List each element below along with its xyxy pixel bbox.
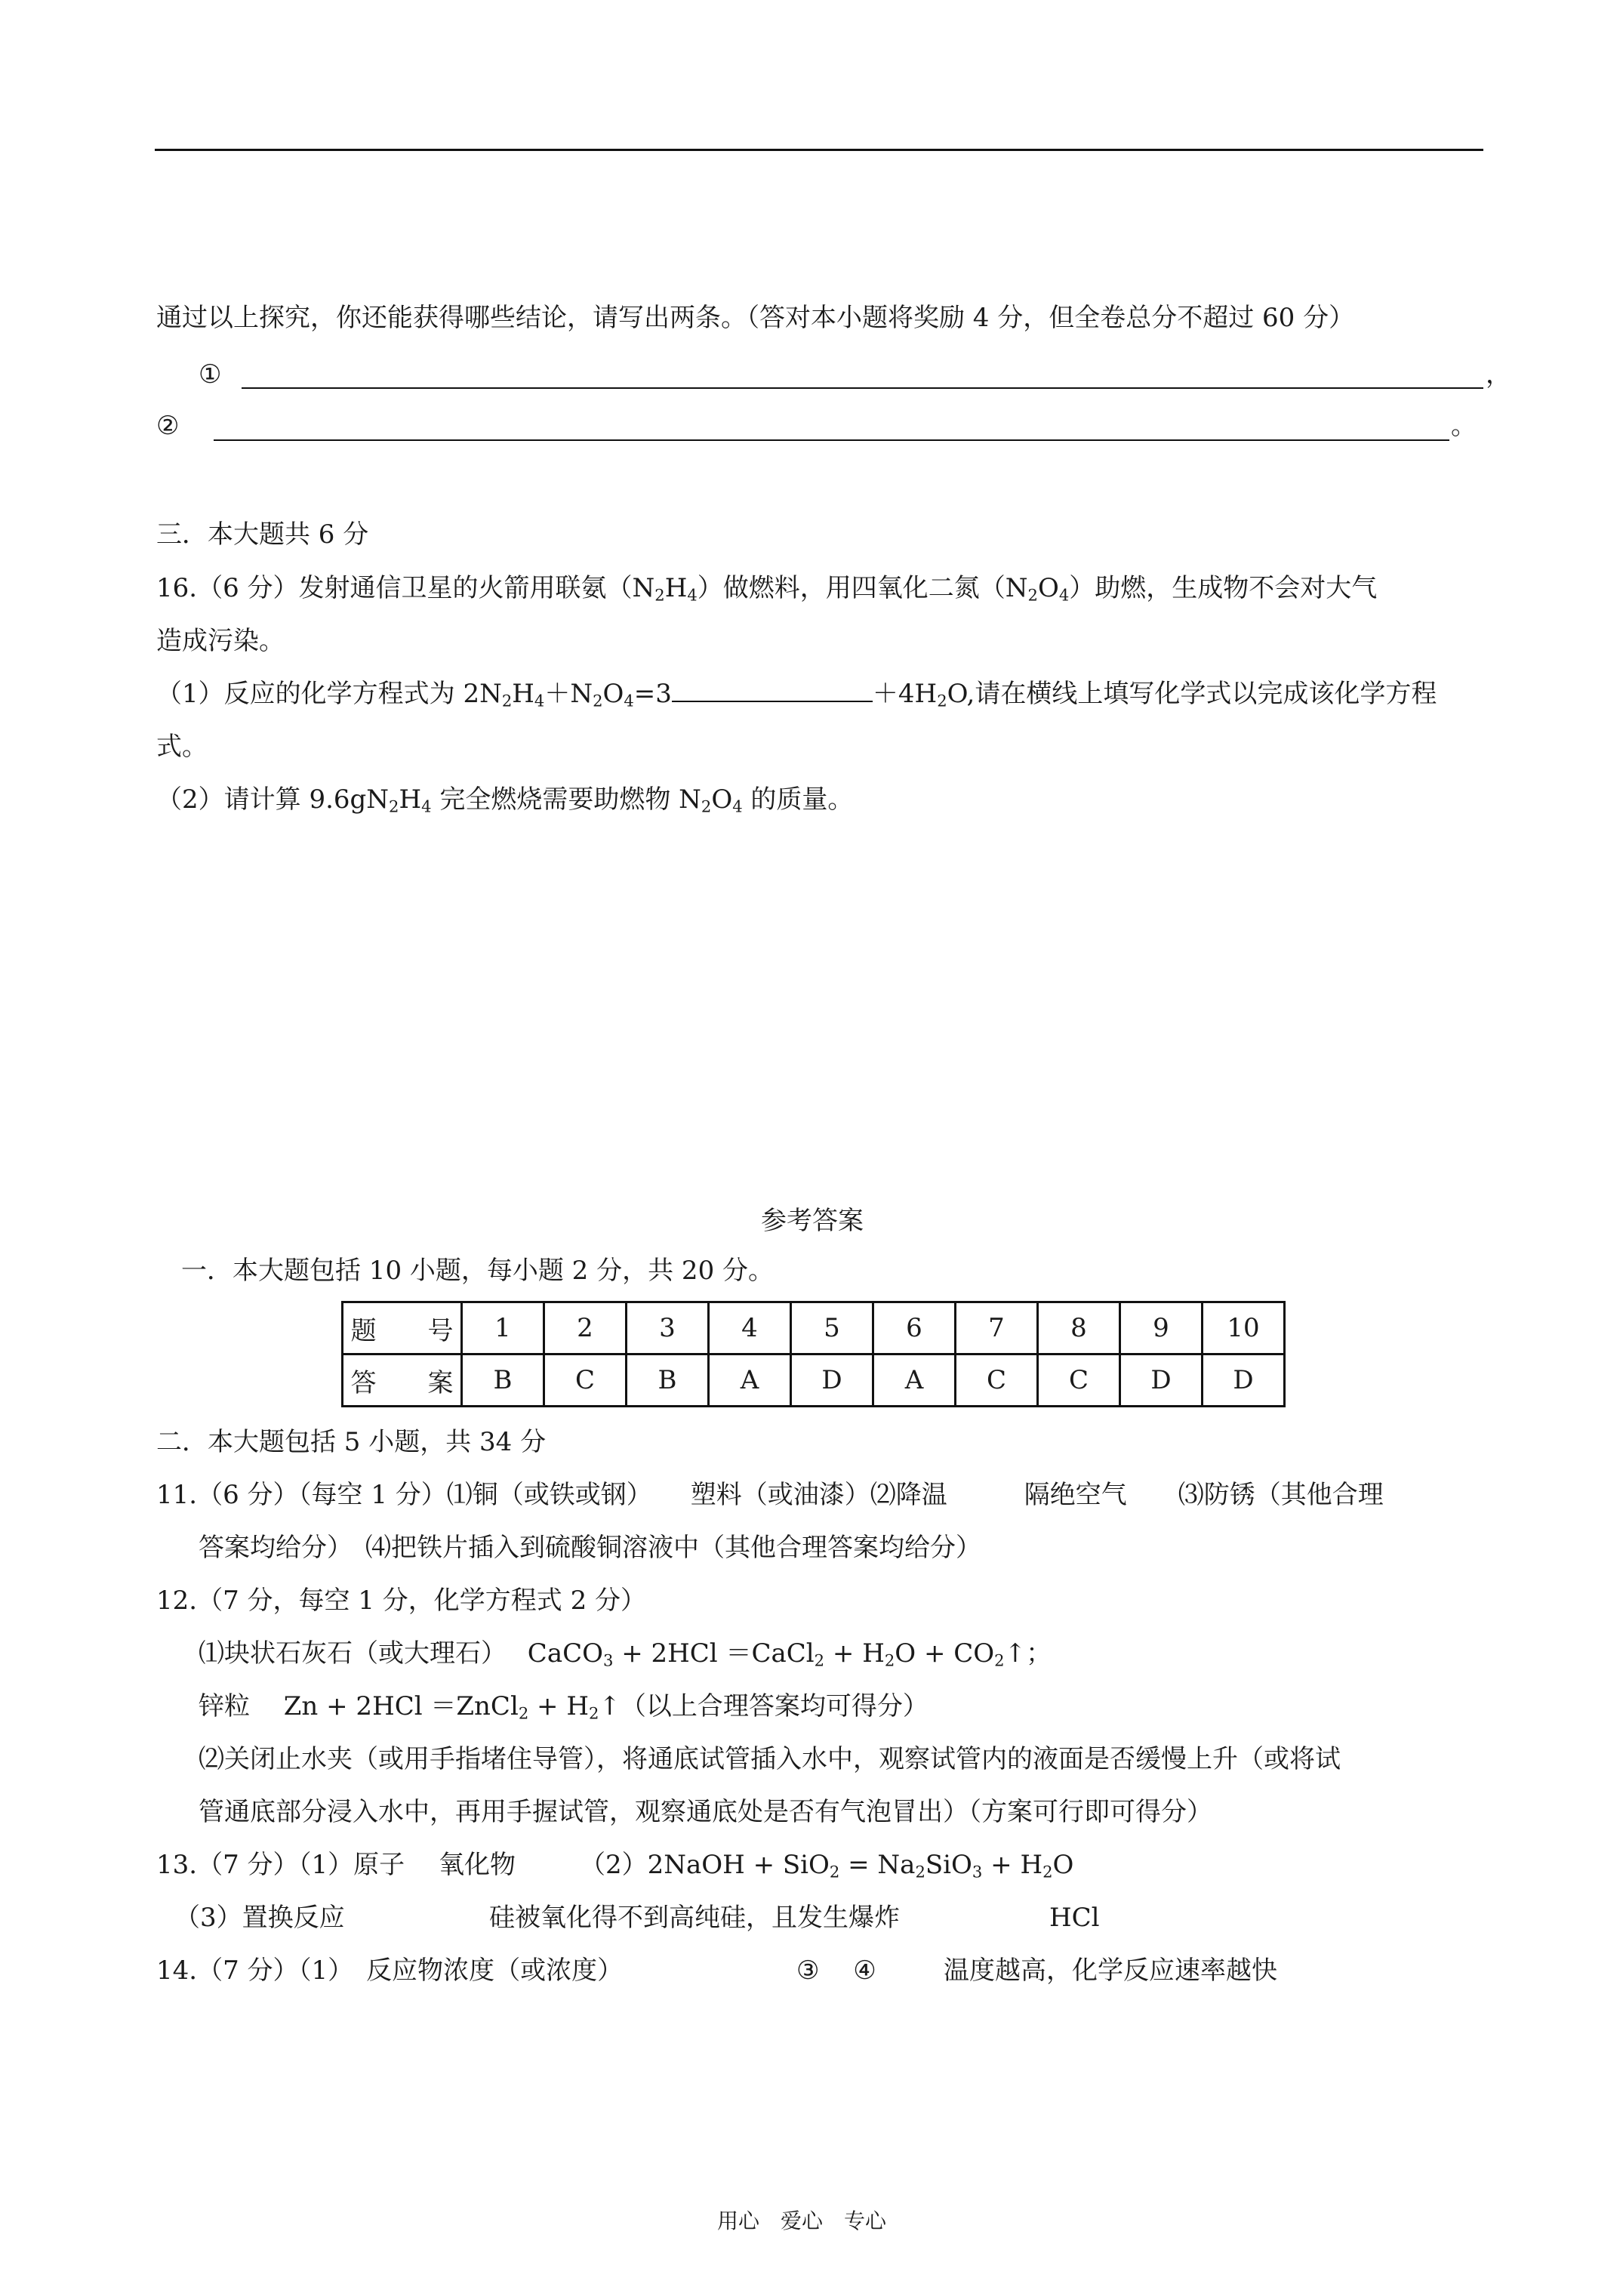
conclusion-item-2 — [156, 409, 179, 442]
answer-key-title: 参考答案 — [761, 1206, 864, 1236]
answer-q12-line-3: 锌粒 Zn + 2HCl ＝ZnCl$_2$ + $H_2↑$（以上合理答案均可得分） — [199, 1691, 929, 1723]
answer-q12-line-2: ⑴块状石灰石（或大理石） CaCO$_3$ + 2HCl ＝CaCl$_2$ + $H_2O$ + $CO_2↑$； — [199, 1638, 1052, 1670]
header-rule — [155, 149, 1483, 151]
formula-blank — [672, 678, 873, 702]
answer-section-1-heading: 一．本大题包括 10 小题，每小题 2 分，共 20 分。 — [181, 1256, 775, 1286]
conclusion-item-1 — [199, 358, 221, 391]
table-cell: A — [709, 1354, 791, 1407]
table-row-label: 题 号 — [343, 1302, 462, 1354]
answer-section-2-heading: 二．本大题包括 5 小题，共 34 分 — [156, 1427, 547, 1457]
answer-q13-line-2a: （3）置换反应 — [174, 1903, 345, 1933]
table-cell: 1 — [462, 1302, 544, 1354]
answer-q12-line-5: 管通底部分浸入水中，再用手握试管，观察通底处是否有气泡冒出）（方案可行即可得分） — [199, 1797, 1212, 1827]
section-3-heading: 三．本大题共 6 分 — [156, 519, 369, 550]
table-cell: B — [462, 1354, 544, 1407]
answer-q13-line-2c: HCl — [1049, 1903, 1100, 1933]
answer-q14-b: ③ ④ — [796, 1955, 876, 1986]
item-marker: ② — [156, 411, 180, 441]
table-cell: C — [544, 1354, 627, 1407]
table-cell: 7 — [956, 1302, 1038, 1354]
answer-blank-1 — [242, 387, 1483, 389]
question-16-part-1: （1）反应的化学方程式为 $2N_2H_4+N_2O_4=3 +4H_2O$,请在横线上填写化学式以完成该化学方程 — [156, 679, 1437, 710]
question-16: 16.（6 分）发射通信卫星的火箭用联氨$(N_2H_4)$做燃料，用四氧化二氮$(N_2O_4)$助燃，生成物不会对大气 — [156, 573, 1378, 605]
item-2-end: 。 — [1451, 411, 1477, 441]
item-1-end: ， — [1486, 359, 1511, 390]
table-row — [343, 1354, 1285, 1407]
answer-q14-c: 温度越高，化学反应速率越快 — [944, 1955, 1277, 1986]
answer-q12-line-4: ⑵关闭止水夹（或用手指堵住导管），将通底试管插入水中，观察试管内的液面是否缓慢上升（或将试 — [199, 1744, 1341, 1774]
table-cell: 10 — [1203, 1302, 1285, 1354]
answer-q13-line-2b: 硅被氧化得不到高纯硅，且发生爆炸 — [489, 1903, 900, 1933]
answer-q11-line-2: 答案均给分） ⑷把铁片插入到硫酸铜溶液中（其他合理答案均给分） — [199, 1533, 981, 1563]
table-cell: B — [627, 1354, 709, 1407]
answer-q13: 13.（7 分）（1）原子 氧化物 （2）2NaOH + $SiO_2 = Na_2SiO_3 + H_2O$ — [156, 1850, 1074, 1881]
table-row — [343, 1302, 1285, 1354]
table-cell: D — [1203, 1354, 1285, 1407]
question-16-part-2: （2）请计算 $9.6gN_2H_4$ 完全燃烧需要助燃物 $N_2O_4$ 的质量。 — [156, 784, 854, 816]
table-cell: 9 — [1120, 1302, 1203, 1354]
table-cell: 2 — [544, 1302, 627, 1354]
question-16-line-2: 造成污染。 — [156, 626, 285, 656]
table-cell: 8 — [1038, 1302, 1120, 1354]
answer-table — [341, 1301, 1286, 1407]
table-cell: 4 — [709, 1302, 791, 1354]
answer-q11: 11.（6 分）（每空 1 分）⑴铜（或铁或钢） 塑料（或油漆）⑵降温 隔绝空气 ⑶防锈（其他合理 — [156, 1480, 1384, 1510]
table-cell: D — [1120, 1354, 1203, 1407]
table-cell: 3 — [627, 1302, 709, 1354]
table-cell: 6 — [873, 1302, 956, 1354]
question-16-part-1-line-2: 式。 — [156, 732, 208, 762]
answer-blank-2 — [214, 439, 1449, 441]
conclusion-prompt: 通过以上探究，你还能获得哪些结论，请写出两条。（答对本小题将奖励 4 分，但全卷总分不超过 60 分） — [156, 303, 1355, 333]
table-cell: C — [1038, 1354, 1120, 1407]
table-cell: A — [873, 1354, 956, 1407]
table-cell: D — [791, 1354, 873, 1407]
answer-q12: 12.（7 分，每空 1 分，化学方程式 2 分） — [156, 1586, 647, 1616]
answer-q14-a: 14.（7 分）（1） 反应物浓度（或浓度） — [156, 1955, 624, 1986]
table-cell: C — [956, 1354, 1038, 1407]
table-cell: 5 — [791, 1302, 873, 1354]
item-marker: ① — [199, 359, 222, 390]
table-row-label: 答 案 — [343, 1354, 462, 1407]
page-footer: 用心 爱心 专心 — [717, 2208, 887, 2233]
